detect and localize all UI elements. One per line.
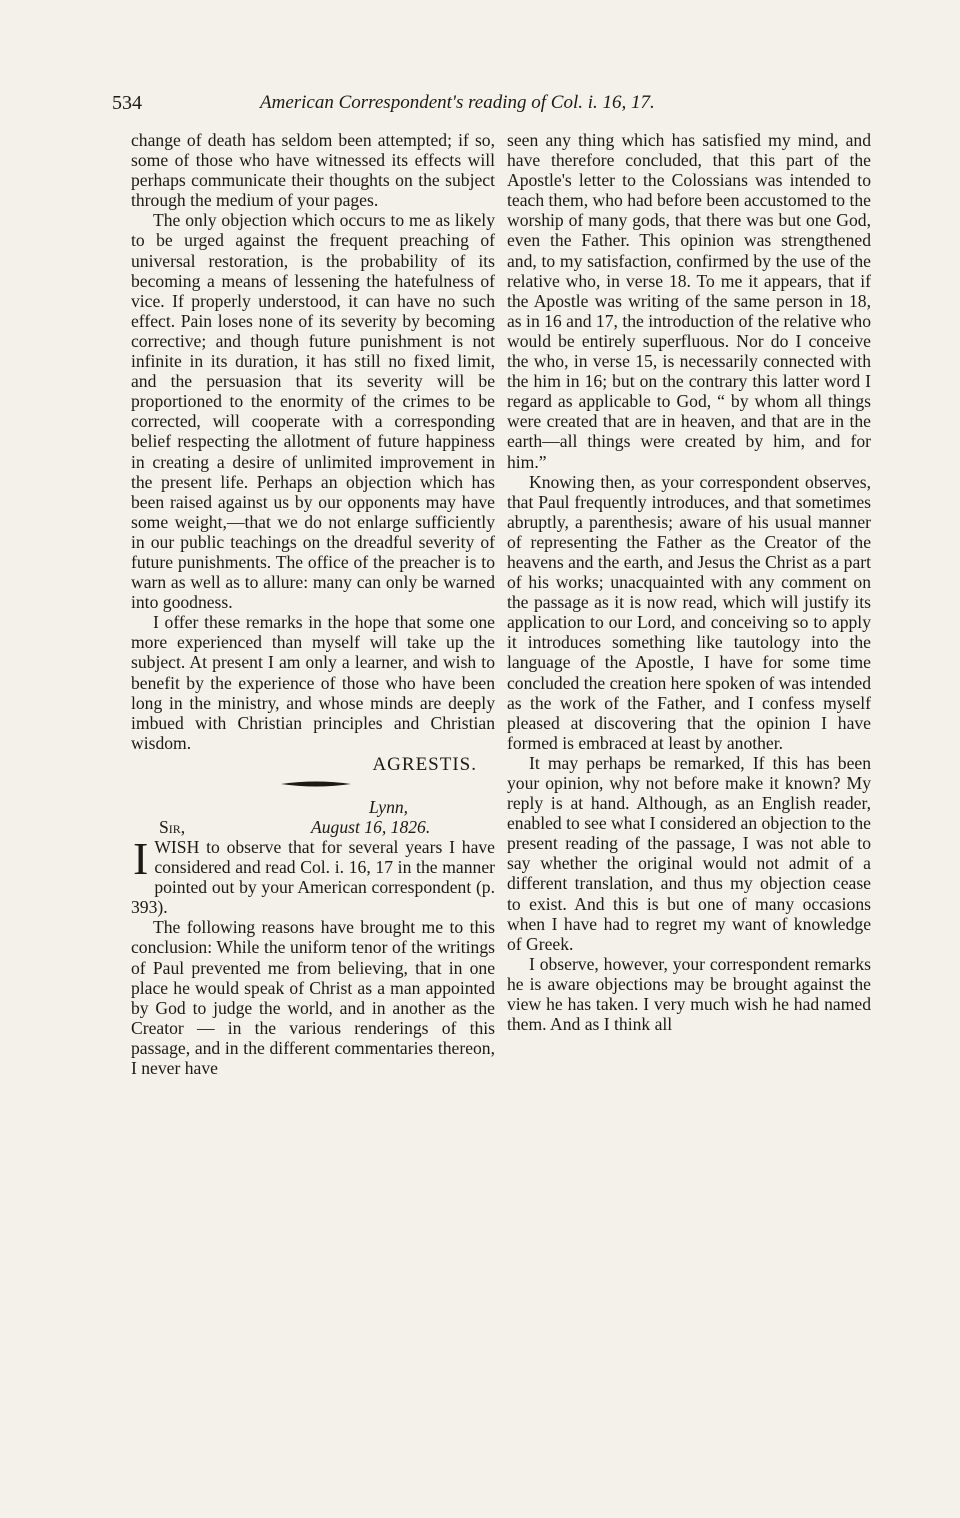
salutation: Sir, xyxy=(159,817,186,837)
separator-rule xyxy=(131,775,495,797)
paragraph: I offer these remarks in the hope that some one more experienced than myself will take up the subject. At present I am only a learner, and wish to benefit by the experience of those who have been long in the ministry, and whose minds are deeply imbued with Christian principles and Christian wisdom. xyxy=(131,612,495,753)
paragraph: The only objection which occurs to me as likely to be urged against the frequent preaching of universal restoration, is the probability of its becoming a means of lessening the hatefulness of vice. If properly understood, it can have no such effect. Pain loses none of its severity by becoming corrective; and though future punishment is not infinite in its duration, it has still no fixed limit, and the persuasion that its severity will be proportioned to the enormity of the crimes to be corrected, will cooperate with a corresponding belief respecting the allotment of future happiness in creating a desire of unlimited improvement in the present life. Perhaps an objection which has been raised against us by our opponents may have some weight,—that we do not enlarge sufficiently in our public teachings on the dreadful severity of future punishments. The office of the preacher is to warn as well as to allure: many can only be warned into goodness. xyxy=(131,210,495,613)
left-column xyxy=(131,130,495,1078)
paragraph-text: WISH to observe that for several years I have considered and read Col. i. 16, 17 in the manner pointed out by your American correspondent (p. 393). xyxy=(131,837,495,918)
drop-cap: I xyxy=(133,833,149,884)
page-header xyxy=(112,92,862,122)
paragraph: I observe, however, your correspondent remarks he is aware objections may be brought against the view he has taken. I very much wish he had named them. And as I think all xyxy=(507,953,871,1035)
paragraph: The following reasons have brought me to this conclusion: While the uniform tenor of the writings of Paul prevented me from believing, that in one place he would speak of Christ as a man appointed by God to judge the world, and in another as the Creator — in the various renderings of this passage, and in the different commentaries thereon, I never have xyxy=(131,917,495,1079)
paragraph: It may perhaps be remarked, If this has been your opinion, why not before make it known? My reply is at hand. Although, as an English reader, enabled to see what I considered an objection to the present reading of the passage, I was not able to say whether the original would not admit of a different translation, and thus my objection cease to exist. And this is but one of many occasions when I have had to regret my want of knowledge of Greek. xyxy=(507,752,871,954)
paragraph: seen any thing which has satisfied my mind, and have therefore concluded, that this part of the Apostle's letter to the Colossians was intended to teach them, who had before been accustomed to the worship of many gods, that there was but one God, even the Father. This opinion was strengthened and, to my satisfaction, confirmed by the use of the relative who, in verse 18. To me it appears, that if the Apostle was writing of the same person in 18, as in 16 and 17, the introduction of the relative who would be entirely superfluous. Nor do I conceive the who, in verse 15, is necessarily connected with the him in 16; but on the contrary this latter word I regard as applicable to God, “ by whom all things were created that are in heaven, and that are in the earth—all things were created by him, and for him.” xyxy=(507,130,872,472)
paragraph: change of death has seldom been attempted; if so, some of those who have witnessed its effects will perhaps communicate their thoughts on the subject through the medium of your pages. xyxy=(131,130,495,211)
ornament-rule-icon xyxy=(281,779,351,789)
dateline xyxy=(131,797,495,837)
paragraph xyxy=(131,833,495,918)
letter-place: Lynn, xyxy=(369,797,409,817)
page-number: 534 xyxy=(112,92,142,114)
running-head: American Correspondent's reading of Col. i. 16, 17. xyxy=(260,92,655,113)
signature: AGRESTIS. xyxy=(372,753,477,775)
right-column xyxy=(507,130,871,1034)
paragraph: Knowing then, as your correspondent observes, that Paul frequently introduces, and that sometimes abruptly, a parenthesis; aware of his usual manner of representing the Father as the Creator of the heavens and the earth, and Jesus the Christ as a part of his works; unacquainted with any comment on the passage as it is now read, which will justify its application to our Lord, and conceiving so to apply it introduces something like tautology into the language of the Apostle, I have for some time concluded the creation here spoken of was intended as the work of the Father, and I confess myself pleased at discovering that the opinion I have formed is embraced at least by another. xyxy=(507,471,871,753)
letter-date: August 16, 1826. xyxy=(311,817,431,837)
